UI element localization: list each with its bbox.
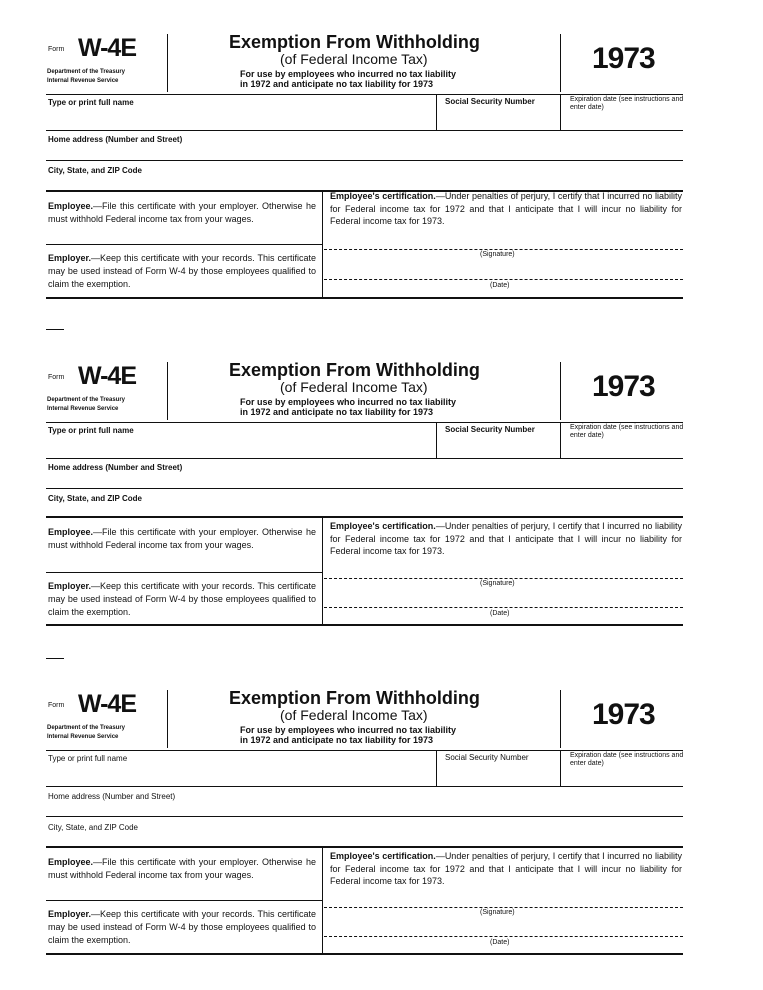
form-number: W-4E	[78, 362, 136, 390]
divider	[322, 846, 323, 954]
separator-mark	[46, 329, 64, 330]
divider	[560, 34, 561, 92]
form-title: Exemption From Withholding	[229, 688, 480, 708]
employer-notice-lead: Employer.	[48, 581, 92, 591]
form-purpose	[240, 397, 510, 417]
divider	[560, 750, 561, 786]
address-field-label: Home address (Number and Street)	[48, 135, 183, 144]
purpose-line: For use by employees who incurred no tax liability	[240, 725, 457, 735]
date-caption: (Date)	[490, 282, 510, 289]
employee-notice	[48, 856, 316, 882]
employee-notice	[48, 200, 316, 226]
department-line: Department of the Treasury	[47, 69, 126, 75]
address-field-label: Home address (Number and Street)	[48, 463, 183, 472]
city-field-label: City, State, and ZIP Code	[48, 166, 142, 175]
signature-caption: (Signature)	[480, 580, 515, 587]
form-label: Form	[48, 46, 65, 53]
employer-notice	[48, 252, 316, 291]
employee-certification	[330, 520, 682, 558]
employer-notice	[48, 580, 316, 619]
w4e-form-2	[46, 362, 683, 632]
divider	[560, 690, 561, 748]
signature-line[interactable]	[324, 907, 683, 908]
divider	[436, 94, 437, 130]
rule	[46, 953, 683, 955]
signature-line[interactable]	[324, 578, 683, 579]
w4e-form-3	[46, 690, 683, 960]
address-field-label: Home address (Number and Street)	[48, 792, 176, 801]
employee-notice-lead: Employee.	[48, 201, 94, 211]
rule	[46, 488, 683, 489]
divider	[436, 750, 437, 786]
divider	[560, 94, 561, 130]
signature-caption: (Signature)	[480, 251, 515, 258]
employee-notice	[48, 526, 316, 552]
date-caption: (Date)	[490, 939, 510, 946]
rule	[46, 900, 322, 901]
rule	[46, 160, 683, 161]
date-line[interactable]	[324, 607, 683, 608]
form-purpose	[240, 69, 510, 89]
certification-lead: Employee's certification.	[330, 851, 436, 861]
rule	[46, 458, 683, 459]
department-line: Internal Revenue Service	[47, 406, 119, 412]
certification-lead: Employee's certification.	[330, 521, 436, 531]
divider	[436, 422, 437, 458]
certification-text: —Under penalties of perjury, I certify that I incurred no liability for Federal income tax for 1972 and that I anticipate that I will incur no liability for Federal income tax for 1973.	[330, 521, 682, 556]
form-purpose	[240, 725, 510, 745]
form-subtitle: (of Federal Income Tax)	[280, 707, 428, 723]
w4e-form-1	[46, 34, 683, 304]
form-label: Form	[48, 702, 65, 709]
signature-caption: (Signature)	[480, 909, 515, 916]
purpose-line: in 1972 and anticipate no tax liability for 1973	[240, 79, 434, 89]
form-year: 1973	[592, 42, 655, 75]
department-line: Internal Revenue Service	[47, 734, 119, 740]
department	[47, 396, 125, 414]
divider	[167, 34, 168, 92]
divider	[322, 190, 323, 298]
date-caption: (Date)	[490, 610, 510, 617]
employer-notice	[48, 908, 316, 947]
name-field-label: Type or print full name	[48, 98, 134, 107]
name-field-label: Type or print full name	[48, 754, 128, 763]
rule	[46, 572, 322, 573]
expiration-field-label: Expiration date (see instructions and enter date)	[570, 752, 684, 767]
rule	[46, 516, 683, 518]
rule	[46, 816, 683, 817]
form-year: 1973	[592, 370, 655, 403]
city-field-label: City, State, and ZIP Code	[48, 494, 142, 503]
rule	[46, 624, 683, 626]
rule	[46, 422, 683, 423]
employee-certification	[330, 190, 682, 228]
department-line: Internal Revenue Service	[47, 78, 119, 84]
certification-text: —Under penalties of perjury, I certify that I incurred no liability for Federal income tax for 1972 and that I anticipate that I will incur no liability for Federal income tax for 1973.	[330, 851, 682, 886]
employer-notice-text: —Keep this certificate with your records. This certificate may be used instead of Form W-4 by those employees qualified to claim the exemption.	[48, 909, 316, 945]
purpose-line: For use by employees who incurred no tax liability	[240, 69, 457, 79]
rule	[46, 297, 683, 299]
ssn-field-label: Social Security Number	[445, 753, 529, 762]
ssn-field-label: Social Security Number	[445, 97, 535, 106]
employer-notice-text: —Keep this certificate with your records. This certificate may be used instead of Form W-4 by those employees qualified to claim the exemption.	[48, 581, 316, 617]
employer-notice-lead: Employer.	[48, 253, 92, 263]
signature-line[interactable]	[324, 249, 683, 250]
rule	[46, 94, 683, 95]
form-number: W-4E	[78, 690, 136, 718]
form-subtitle: (of Federal Income Tax)	[280, 379, 428, 395]
purpose-line: in 1972 and anticipate no tax liability for 1973	[240, 735, 434, 745]
form-label: Form	[48, 374, 65, 381]
rule	[46, 244, 322, 245]
purpose-line: For use by employees who incurred no tax liability	[240, 397, 457, 407]
form-title: Exemption From Withholding	[229, 32, 480, 52]
date-line[interactable]	[324, 936, 683, 937]
name-field-label: Type or print full name	[48, 426, 134, 435]
form-subtitle: (of Federal Income Tax)	[280, 51, 428, 67]
ssn-field-label: Social Security Number	[445, 425, 535, 434]
expiration-field-label: Expiration date (see instructions and enter date)	[570, 424, 684, 439]
rule	[46, 130, 683, 131]
separator-mark	[46, 658, 64, 659]
employee-certification	[330, 850, 682, 888]
divider	[560, 362, 561, 420]
employee-notice-text: —File this certificate with your employer. Otherwise he must withhold Federal income tax from your wages.	[48, 527, 316, 550]
certification-text: —Under penalties of perjury, I certify that I incurred no liability for Federal income tax for 1972 and that I anticipate that I will incur no liability for Federal income tax for 1973.	[330, 191, 682, 226]
city-field-label: City, State, and ZIP Code	[48, 823, 138, 832]
rule	[46, 846, 683, 848]
department-line: Department of the Treasury	[47, 725, 126, 731]
date-line[interactable]	[324, 279, 683, 280]
employee-notice-text: —File this certificate with your employer. Otherwise he must withhold Federal income tax from your wages.	[48, 857, 316, 880]
employer-notice-text: —Keep this certificate with your records. This certificate may be used instead of Form W-4 by those employees qualified to claim the exemption.	[48, 253, 316, 289]
certification-lead: Employee's certification.	[330, 191, 436, 201]
rule	[46, 786, 683, 787]
divider	[560, 422, 561, 458]
employee-notice-lead: Employee.	[48, 527, 94, 537]
employee-notice-lead: Employee.	[48, 857, 94, 867]
divider	[322, 516, 323, 624]
rule	[46, 750, 683, 751]
form-year: 1973	[592, 698, 655, 731]
employer-notice-lead: Employer.	[48, 909, 92, 919]
purpose-line: in 1972 and anticipate no tax liability for 1973	[240, 407, 434, 417]
employee-notice-text: —File this certificate with your employer. Otherwise he must withhold Federal income tax from your wages.	[48, 201, 316, 224]
form-title: Exemption From Withholding	[229, 360, 480, 380]
department-line: Department of the Treasury	[47, 397, 126, 403]
divider	[167, 362, 168, 420]
divider	[167, 690, 168, 748]
department	[47, 68, 125, 86]
expiration-field-label: Expiration date (see instructions and enter date)	[570, 96, 684, 111]
form-number: W-4E	[78, 34, 136, 62]
department	[47, 724, 125, 742]
